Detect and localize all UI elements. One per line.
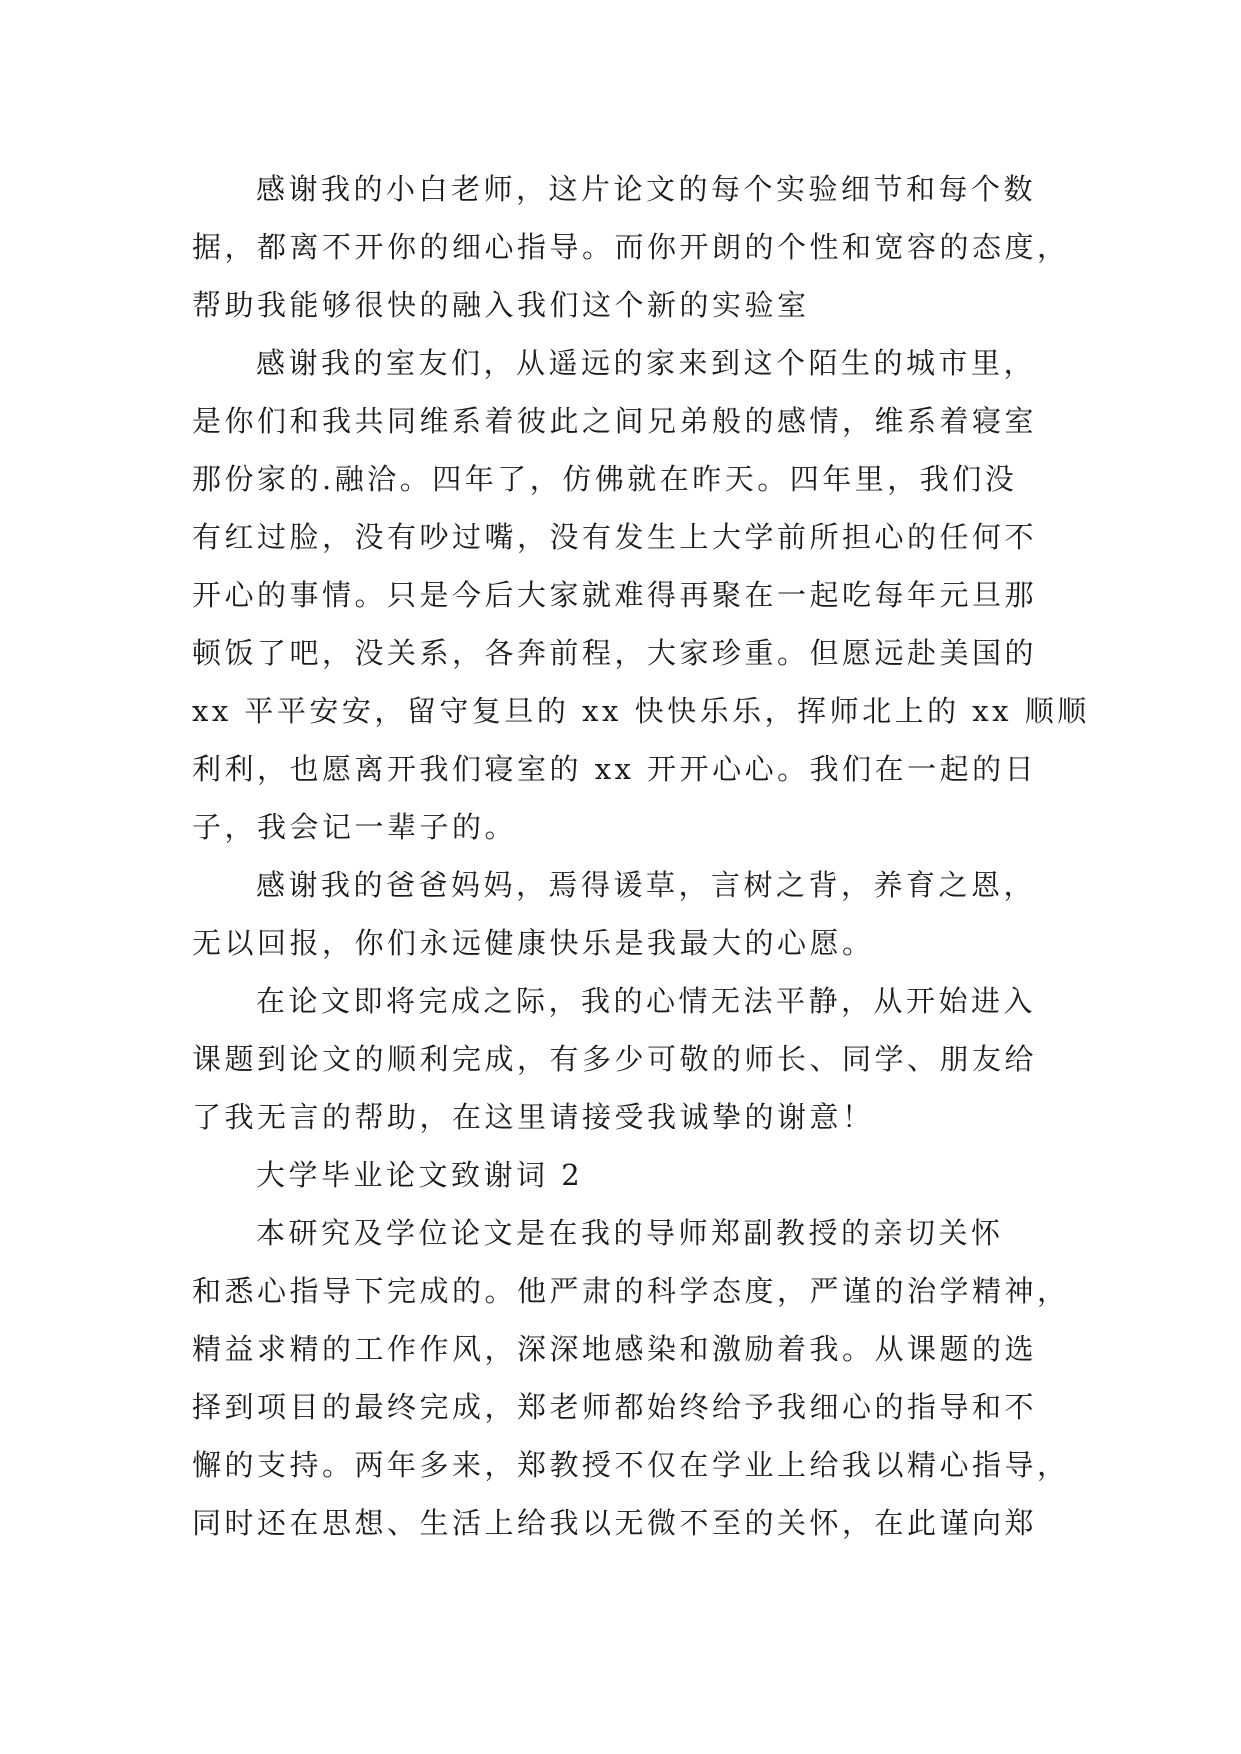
text-line: 在论文即将完成之际，我的心情无法平静，从开始进入 — [256, 984, 1037, 1018]
text-line: 据，都离不开你的细心指导。而你开朗的个性和宽容的态度， — [192, 230, 1070, 264]
text-line: 感谢我的室友们，从遥远的家来到这个陌生的城市里， — [256, 346, 1037, 380]
section-heading — [192, 1146, 1052, 1204]
text-line: 感谢我的爸爸妈妈，焉得谖草，言树之背，养育之恩， — [256, 868, 1037, 902]
text-line: 无以回报，你们永远健康快乐是我最大的心愿。 — [192, 926, 875, 960]
text-line: 同时还在思想、生活上给我以无微不至的关怀，在此谨向郑 — [192, 1506, 1038, 1540]
text-line: 择到项目的最终完成，郑老师都始终给予我细心的指导和不 — [192, 1390, 1038, 1424]
text-line: xx 平平安安，留守复旦的 xx 快快乐乐，挥师北上的 xx 顺顺 — [192, 694, 1090, 728]
text-line: 懈的支持。两年多来，郑教授不仅在学业上给我以精心指导， — [192, 1448, 1070, 1482]
text-line: 精益求精的工作作风，深深地感染和激励着我。从课题的选 — [192, 1332, 1038, 1366]
paragraph-thanks-advisor — [192, 1204, 1070, 1552]
text-line: 那份家的.融洽。四年了，仿佛就在昨天。四年里，我们没 — [192, 462, 1018, 496]
text-line: 是你们和我共同维系着彼此之间兄弟般的感情，维系着寝室 — [192, 404, 1038, 438]
paragraph-closing-thanks — [192, 972, 1052, 1146]
text-line: 子，我会记一辈子的。 — [192, 810, 518, 844]
text-line: 开心的事情。只是今后大家就难得再聚在一起吃每年元旦那 — [192, 578, 1038, 612]
paragraph-thanks-teacher — [192, 160, 1070, 334]
heading-text: 大学毕业论文致谢词 2 — [256, 1158, 584, 1192]
paragraph-thanks-roommates — [192, 334, 1090, 856]
text-line: 和悉心指导下完成的。他严肃的科学态度，严谨的治学精神， — [192, 1274, 1070, 1308]
text-line: 课题到论文的顺利完成，有多少可敬的师长、同学、朋友给 — [192, 1042, 1038, 1076]
text-line: 了我无言的帮助，在这里请接受我诚挚的谢意！ — [192, 1100, 875, 1134]
text-line: 感谢我的小白老师，这片论文的每个实验细节和每个数 — [256, 172, 1037, 206]
text-line: 顿饭了吧，没关系，各奔前程，大家珍重。但愿远赴美国的 — [192, 636, 1038, 670]
document-body — [192, 160, 1090, 1552]
paragraph-thanks-parents — [192, 856, 1052, 972]
text-line: 帮助我能够很快的融入我们这个新的实验室 — [192, 288, 810, 322]
text-line: 本研究及学位论文是在我的导师郑副教授的亲切关怀 — [256, 1216, 1004, 1250]
text-line: 有红过脸，没有吵过嘴，没有发生上大学前所担心的任何不 — [192, 520, 1038, 554]
text-line: 利利，也愿离开我们寝室的 xx 开开心心。我们在一起的日 — [192, 752, 1038, 786]
